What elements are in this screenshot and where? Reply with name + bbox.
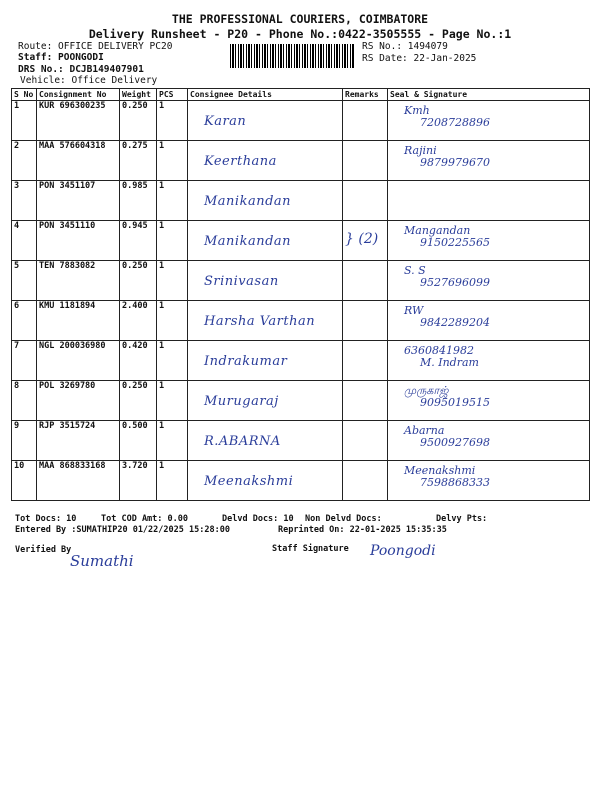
consignee-name: R.ABARNA [204,434,281,449]
row-remarks [343,261,388,301]
row-consignment-no: TEN 7883082 [37,261,120,301]
rs-date: RS Date: 22-Jan-2025 [362,53,477,64]
col-sno: S No [12,89,37,101]
row-consignee [188,341,343,381]
signature-phone: 7208728896 [420,116,490,129]
col-pcs: PCS [157,89,188,101]
table-row [12,301,590,341]
row-sno: 2 [12,141,37,181]
row-sno: 8 [12,381,37,421]
row-consignment-no: PON 3451107 [37,181,120,221]
row-pcs: 1 [157,101,188,141]
signature-phone: 9879979670 [420,156,490,169]
table-row [12,221,590,261]
row-weight: 0.250 [120,101,157,141]
row-consignment-no: RJP 3515724 [37,421,120,461]
row-signature [388,221,590,261]
consignee-name: Harsha Varthan [204,314,316,329]
row-consignee [188,461,343,501]
runsheet-title: Delivery Runsheet - P20 - Phone No.:0422-3505555 - Page No.:1 [88,27,512,41]
company-name: THE PROFESSIONAL COURIERS, COIMBATORE [171,12,429,26]
table-row [12,181,590,221]
tot-cod: Tot COD Amt: 0.00 [101,514,188,524]
route: Route: OFFICE DELIVERY PC20 [18,41,173,52]
row-signature [388,101,590,141]
row-weight: 0.250 [120,261,157,301]
row-sno: 1 [12,101,37,141]
row-signature [388,141,590,181]
vehicle: Vehicle: Office Delivery [20,75,158,86]
row-consignment-no: MAA 868833168 [37,461,120,501]
signature-name: Abarna [404,424,445,437]
row-consignment-no: PON 3451110 [37,221,120,261]
reprinted-on: Reprinted On: 22-01-2025 15:35:35 [278,525,447,535]
consignee-name: Meenakshmi [204,474,294,489]
row-signature [388,421,590,461]
signature-phone: 9150225565 [420,236,490,249]
remark-text: } (2) [345,231,379,247]
staff: Staff: POONGODI [18,52,104,63]
signature-name: S. S [404,264,426,277]
consignee-name: Keerthana [204,154,277,169]
row-remarks [343,421,388,461]
entered-by: Entered By :SUMATHIP20 01/22/2025 15:28:00 [15,525,230,535]
consignee-name: Karan [204,114,247,129]
row-pcs: 1 [157,181,188,221]
row-weight: 0.250 [120,381,157,421]
row-pcs: 1 [157,301,188,341]
signature-name: RW [404,304,424,317]
col-remarks: Remarks [343,89,388,101]
consignee-name: Indrakumar [204,354,288,369]
row-signature [388,261,590,301]
col-consignment: Consignment No [37,89,120,101]
drs-number: DRS No.: DCJB149407901 [18,64,144,75]
barcode [230,44,355,68]
row-sno: 7 [12,341,37,381]
tot-docs: Tot Docs: 10 [15,514,77,524]
table-row [12,141,590,181]
signature-name: 6360841982 [404,344,474,357]
signature-phone: 9500927698 [420,436,490,449]
row-signature [388,301,590,341]
row-weight: 0.275 [120,141,157,181]
row-signature [388,461,590,501]
row-remarks [343,141,388,181]
consignee-name: Murugaraj [204,394,279,409]
row-remarks [343,181,388,221]
row-remarks [343,381,388,421]
row-remarks [343,101,388,141]
row-consignment-no: POL 3269780 [37,381,120,421]
row-signature [388,181,590,221]
row-consignee [188,421,343,461]
row-consignee [188,381,343,421]
row-consignee [188,261,343,301]
runsheet-table [11,88,590,501]
row-pcs: 1 [157,381,188,421]
signature-name: Rajini [404,144,437,157]
row-consignee [188,141,343,181]
table-header-row [12,89,590,101]
row-pcs: 1 [157,341,188,381]
signature-phone: 9095019515 [420,396,490,409]
row-remarks [343,221,388,261]
row-signature [388,341,590,381]
table-row [12,381,590,421]
signature-phone: M. Indram [420,356,479,369]
row-consignment-no: NGL 200036980 [37,341,120,381]
row-sno: 10 [12,461,37,501]
row-sno: 9 [12,421,37,461]
col-consignee: Consignee Details [188,89,343,101]
staff-signature: Poongodi [370,543,436,559]
table-row [12,261,590,301]
row-consignment-no: KUR 696300235 [37,101,120,141]
row-weight: 0.420 [120,341,157,381]
signature-name: முருகாஜ் [404,384,449,397]
row-consignee [188,101,343,141]
signature-name: Mangandan [404,224,471,237]
table-row [12,421,590,461]
row-weight: 3.720 [120,461,157,501]
signature-phone: 9842289204 [420,316,490,329]
non-delvd-docs: Non Delvd Docs: [305,514,382,524]
consignee-name: Srinivasan [204,274,279,289]
row-sno: 5 [12,261,37,301]
col-weight: Weight [120,89,157,101]
consignee-name: Manikandan [204,234,292,249]
row-pcs: 1 [157,421,188,461]
row-consignee [188,181,343,221]
row-pcs: 1 [157,221,188,261]
signature-name: Kmh [404,104,430,117]
staff-signature-label: Staff Signature [272,544,349,554]
rs-number: RS No.: 1494079 [362,41,448,52]
row-remarks [343,301,388,341]
row-consignment-no: KMU 1181894 [37,301,120,341]
row-sno: 6 [12,301,37,341]
verified-by-label: Verified By [15,545,72,555]
row-signature [388,381,590,421]
signature-phone: 7598868333 [420,476,490,489]
table-row [12,341,590,381]
row-pcs: 1 [157,261,188,301]
row-remarks [343,341,388,381]
table-row [12,461,590,501]
signature-name: Meenakshmi [404,464,476,477]
row-weight: 0.500 [120,421,157,461]
row-weight: 0.945 [120,221,157,261]
row-consignee [188,221,343,261]
signature-phone: 9527696099 [420,276,490,289]
row-consignee [188,301,343,341]
row-pcs: 1 [157,461,188,501]
row-weight: 0.985 [120,181,157,221]
row-pcs: 1 [157,141,188,181]
delvy-pts: Delvy Pts: [436,514,488,524]
row-remarks [343,461,388,501]
verified-signature: Sumathi [70,552,134,570]
row-weight: 2.400 [120,301,157,341]
row-consignment-no: MAA 576604318 [37,141,120,181]
delvd-docs: Delvd Docs: 10 [222,514,294,524]
consignee-name: Manikandan [204,194,292,209]
row-sno: 4 [12,221,37,261]
col-signature: Seal & Signature [388,89,590,101]
table-row [12,101,590,141]
row-sno: 3 [12,181,37,221]
